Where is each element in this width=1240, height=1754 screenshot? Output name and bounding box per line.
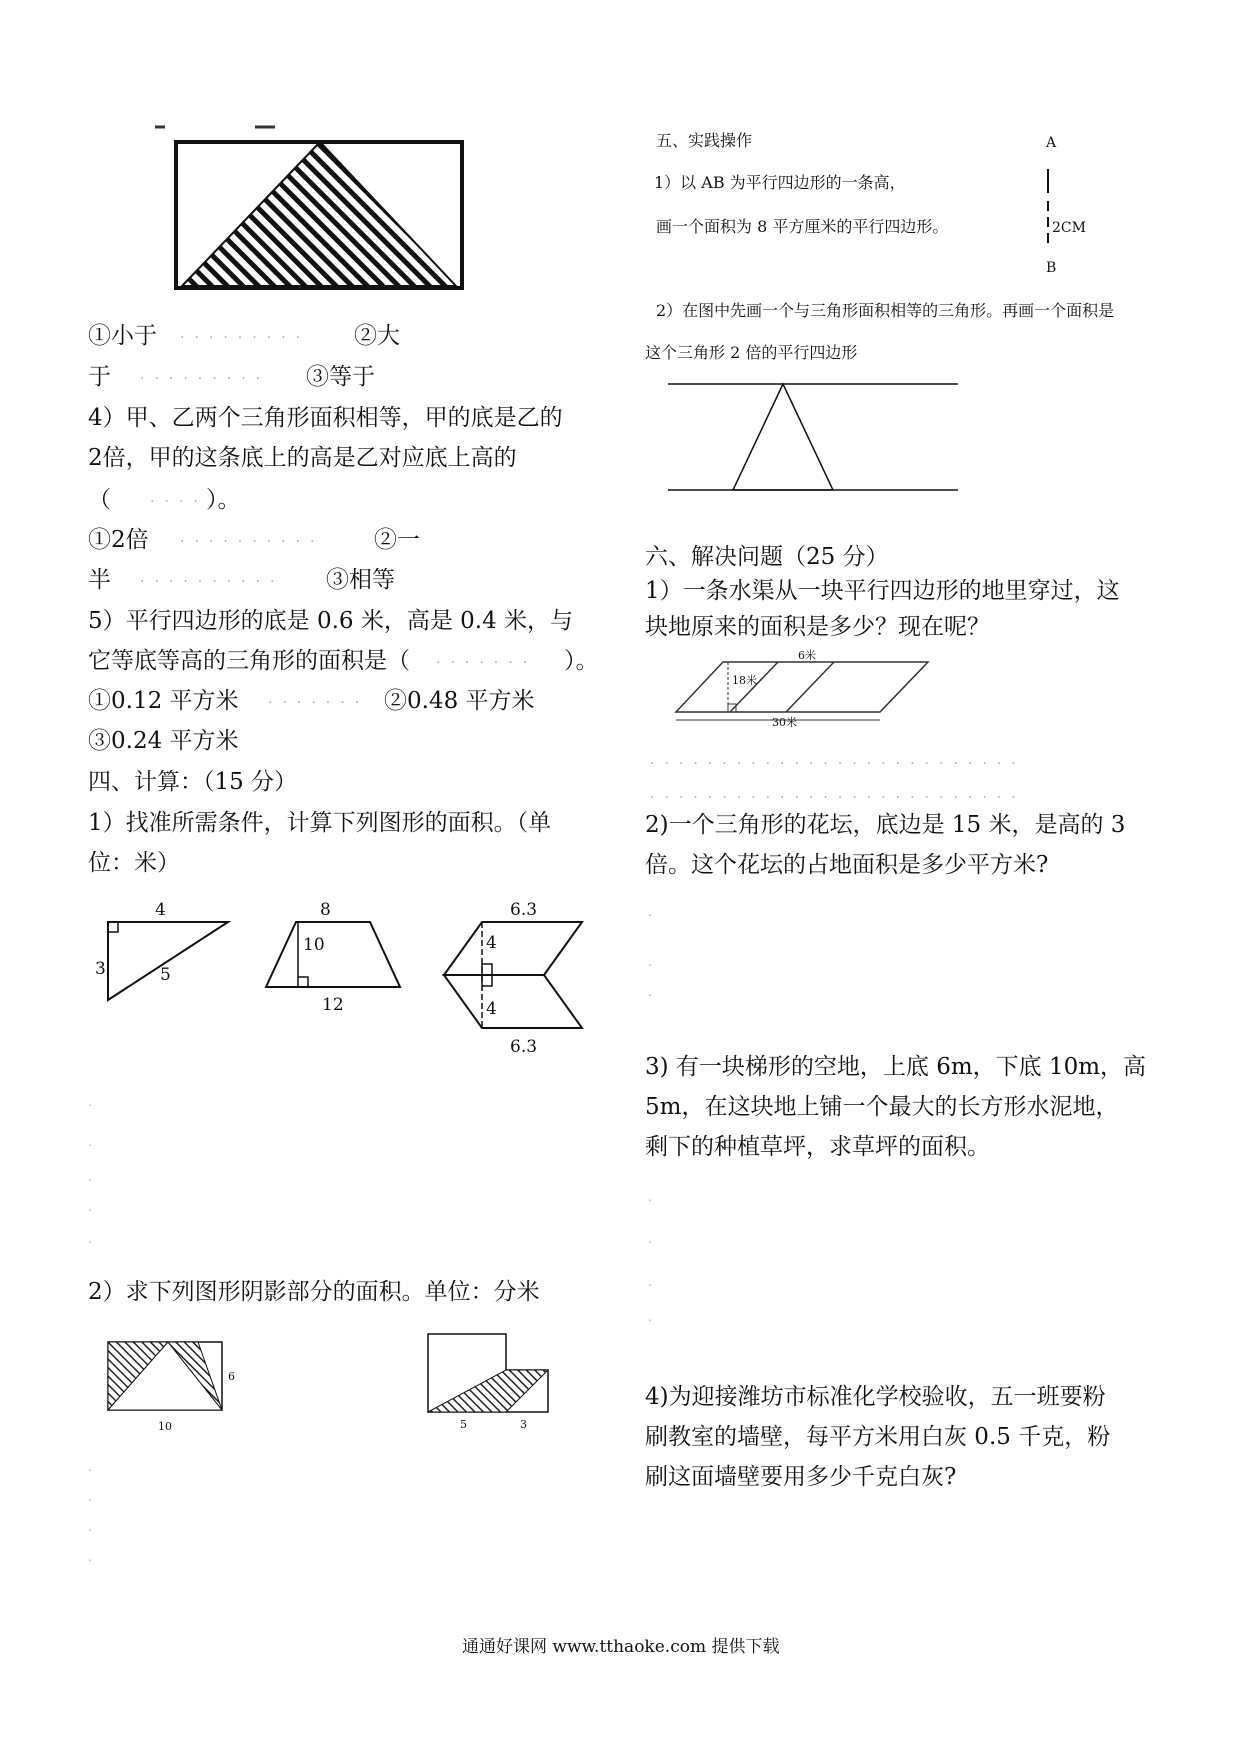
section-6-q3-line-2: 5m，在这块地上铺一个最大的长方形水泥地， — [645, 1094, 1119, 1120]
blank-dots: .......... — [180, 530, 325, 546]
section-6-q4-line-1: 4)为迎接潍坊市标准化学校验收，五一班要粉 — [645, 1384, 1106, 1410]
triangle-between-lines — [0, 370, 1240, 510]
section-5-q2-line-2: 这个三角形 2 倍的平行四边形 — [645, 343, 858, 362]
q5-option-1: ①0.12 平方米 — [88, 688, 239, 714]
answer-space-dot: . — [88, 1232, 92, 1246]
section-6-q2-line-2: 倍。这个花坛的占地面积是多少平方米? — [645, 852, 1049, 878]
answer-space-dot: . — [648, 1310, 652, 1324]
answer-space-dot: . — [648, 985, 652, 999]
parallel-top-label: 6.3 — [510, 900, 538, 920]
canal-height-label: 18米 — [732, 674, 757, 687]
trapezoid-top-label: 8 — [320, 900, 331, 920]
q5-option-3: ③0.24 平方米 — [88, 728, 239, 754]
section-5-q2-line-1: 2）在图中先画一个与三角形面积相等的三角形。再画一个面积是 — [656, 301, 1115, 320]
section-6-q4-line-3: 刷这面墙壁要用多少千克白灰? — [645, 1464, 957, 1490]
footer-text: 通通好课网 www.tthaoke.com 提供下载 — [462, 1637, 780, 1657]
section-5-q1-line-1: 1）以 AB 为平行四边形的一条高， — [654, 173, 906, 192]
section-5-title: 五、实践操作 — [656, 131, 753, 150]
blank-dots: .......... — [140, 570, 285, 586]
canal-top-label: 6米 — [798, 649, 816, 662]
triangle-left-label: 3 — [95, 959, 106, 979]
q4-option-2b: 半 — [88, 567, 111, 593]
q4-paren-close: ）。 — [206, 487, 241, 513]
blank-dots: .... — [150, 490, 208, 506]
trapezoid-bottom-label: 12 — [322, 995, 344, 1015]
section-6-title: 六、解决问题（25 分） — [645, 544, 889, 570]
q4-line-2: 2倍，甲的这条底上的高是乙对应底上高的 — [88, 445, 517, 471]
section-6-q3-line-1: 3) 有一块梯形的空地，上底 6m，下底 10m，高 — [645, 1054, 1147, 1080]
section-4-q1-line-1: 1）找准所需条件，计算下列图形的面积。（单 — [88, 810, 552, 836]
q5-line-2a: 它等底等高的三角形的面积是（ — [88, 648, 410, 674]
q3-option-2b: 于 — [88, 364, 111, 390]
section-5-q1-line-2: 画一个面积为 8 平方厘米的平行四边形。 — [656, 217, 949, 236]
answer-space-dot: . — [88, 1460, 92, 1474]
q5-option-2: ②0.48 平方米 — [384, 688, 535, 714]
parallel-bottom-label: 6.3 — [510, 1037, 538, 1057]
answer-space-dot: . — [88, 1490, 92, 1504]
answer-space-dot: . — [88, 1520, 92, 1534]
q4-paren-open: （ — [88, 487, 111, 513]
parallel-h1-label: 4 — [486, 933, 497, 953]
ab-length-label: 2CM — [1052, 220, 1086, 236]
canal-bottom-label: 30米 — [772, 716, 797, 729]
answer-space-dot: . — [88, 1095, 92, 1109]
square-b1-label: 5 — [460, 1418, 467, 1431]
answer-space-dot: . — [648, 905, 652, 919]
answer-space-dot: . — [648, 1232, 652, 1246]
answer-space-dots: .......................... — [650, 752, 1026, 768]
answer-space-dot: . — [88, 1170, 92, 1184]
answer-space-dot: . — [648, 1275, 652, 1289]
q3-option-3: ③等于 — [306, 364, 375, 390]
q4-option-2a: ②一 — [374, 527, 420, 553]
q3-option-2a: ②大 — [354, 323, 400, 349]
blank-dots: ......... — [140, 367, 271, 383]
q4-option-1: ①2倍 — [88, 527, 149, 553]
q3-option-1: ①小于 — [88, 323, 157, 349]
q4-line-1: 4）甲、乙两个三角形面积相等，甲的底是乙的 — [88, 405, 563, 431]
blank-dots: ....... — [268, 691, 370, 707]
answer-space-dots: .......................... — [650, 786, 1026, 802]
section-4-figures — [0, 880, 620, 1060]
rect-right-label: 6 — [228, 1370, 235, 1383]
section-6-q4-line-2: 刷教室的墙壁，每平方米用白灰 0.5 千克，粉 — [645, 1424, 1111, 1450]
section-6-q3-line-3: 剩下的种植草坪，求草坪的面积。 — [645, 1134, 990, 1160]
parallel-h2-label: 4 — [486, 999, 497, 1019]
rect-bottom-label: 10 — [158, 1420, 172, 1433]
section-4-q2-line: 2）求下列图形阴影部分的面积。单位：分米 — [88, 1279, 540, 1305]
answer-space-dot: . — [648, 1190, 652, 1204]
blank-dots: ......... — [180, 326, 311, 342]
point-b-label: B — [1046, 260, 1057, 276]
section-6-q1-line-1: 1）一条水渠从一块平行四边形的地里穿过，这 — [645, 578, 1120, 604]
section-6-q2-line-1: 2)一个三角形的花坛，底边是 15 米，是高的 3 — [645, 812, 1126, 838]
section-6-q1-line-2: 块地原来的面积是多少？现在呢？ — [645, 614, 990, 640]
point-a-label: A — [1046, 135, 1057, 151]
triangle-top-label: 4 — [155, 900, 166, 920]
answer-space-dot: . — [88, 1200, 92, 1214]
q4-option-3: ③相等 — [326, 567, 395, 593]
section-4-title: 四、计算：（15 分） — [88, 769, 298, 795]
trapezoid-height-label: 10 — [303, 935, 325, 955]
q5-line-2b: ）。 — [564, 648, 599, 674]
answer-space-dot: . — [88, 1135, 92, 1149]
answer-space-dot: . — [648, 955, 652, 969]
q5-line-1: 5）平行四边形的底是 0.6 米，高是 0.4 米，与 — [88, 608, 574, 634]
blank-dots: ....... — [436, 651, 538, 667]
shaded-area-figures — [0, 1320, 620, 1450]
section-4-q1-line-2: 位：米） — [88, 850, 180, 876]
square-b2-label: 3 — [520, 1418, 527, 1431]
segment-ab — [1040, 165, 1060, 265]
answer-space-dot: . — [88, 1550, 92, 1564]
triangle-hyp-label: 5 — [160, 965, 171, 985]
canal-parallelogram-figure — [0, 650, 1240, 730]
